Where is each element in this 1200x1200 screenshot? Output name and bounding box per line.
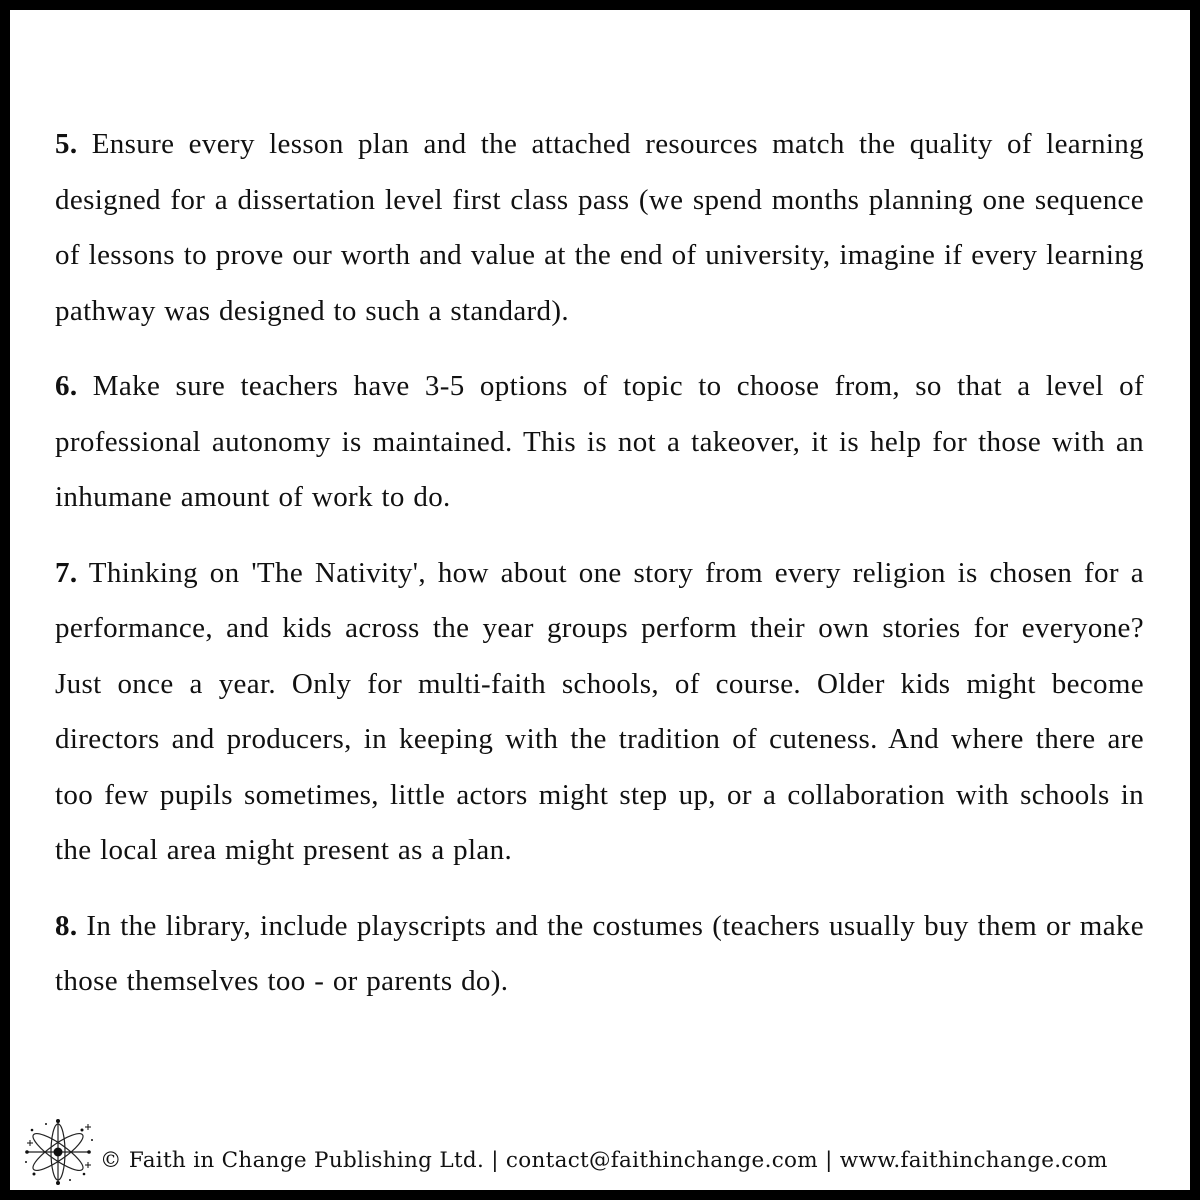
list-item-5 [55,117,1144,339]
footer-copyright: © Faith in Change Publishing Ltd. | contact@faithinchange.com | www.faithinchange.com [100,1148,1108,1173]
footer [22,1116,1182,1186]
item-text: In the library, include playscripts and the costumes (teachers usually buy them or make those themselves too - or parents do). [55,909,1144,997]
item-text: Make sure teachers have 3-5 options of topic to choose from, so that a level of professional autonomy is maintained. This is not a takeover, it is help for those with an inhumane amount of work to do. [55,370,1144,513]
compass-star-logo-icon [22,1116,100,1186]
item-number: 7. [55,556,78,589]
list-item-7 [55,546,1144,879]
item-text: Ensure every lesson plan and the attached resources match the quality of learning designed for a dissertation level first class pass (we spend months planning one sequence of lessons to prove our worth and value at the end of university, imagine if every learning pathway was designed to such a standard). [55,128,1144,327]
content [55,117,1144,1030]
list-item-6 [55,359,1144,526]
item-number: 6. [55,370,78,402]
item-text: Thinking on 'The Nativity', how about one story from every religion is chosen for a performance, and kids across the year groups perform their own stories for everyone? Just once a year. Only for multi-faith schools, of course. Older kids might become directors and producers, in keeping with the tradition of cuteness. And where there are too few pupils sometimes, little actors might step up, or a collaboration with schools in the local area might present as a plan. [55,556,1144,866]
item-number: 8. [55,909,78,942]
list-item-8 [55,899,1144,1010]
item-number: 5. [55,128,78,160]
page [10,10,1190,1190]
